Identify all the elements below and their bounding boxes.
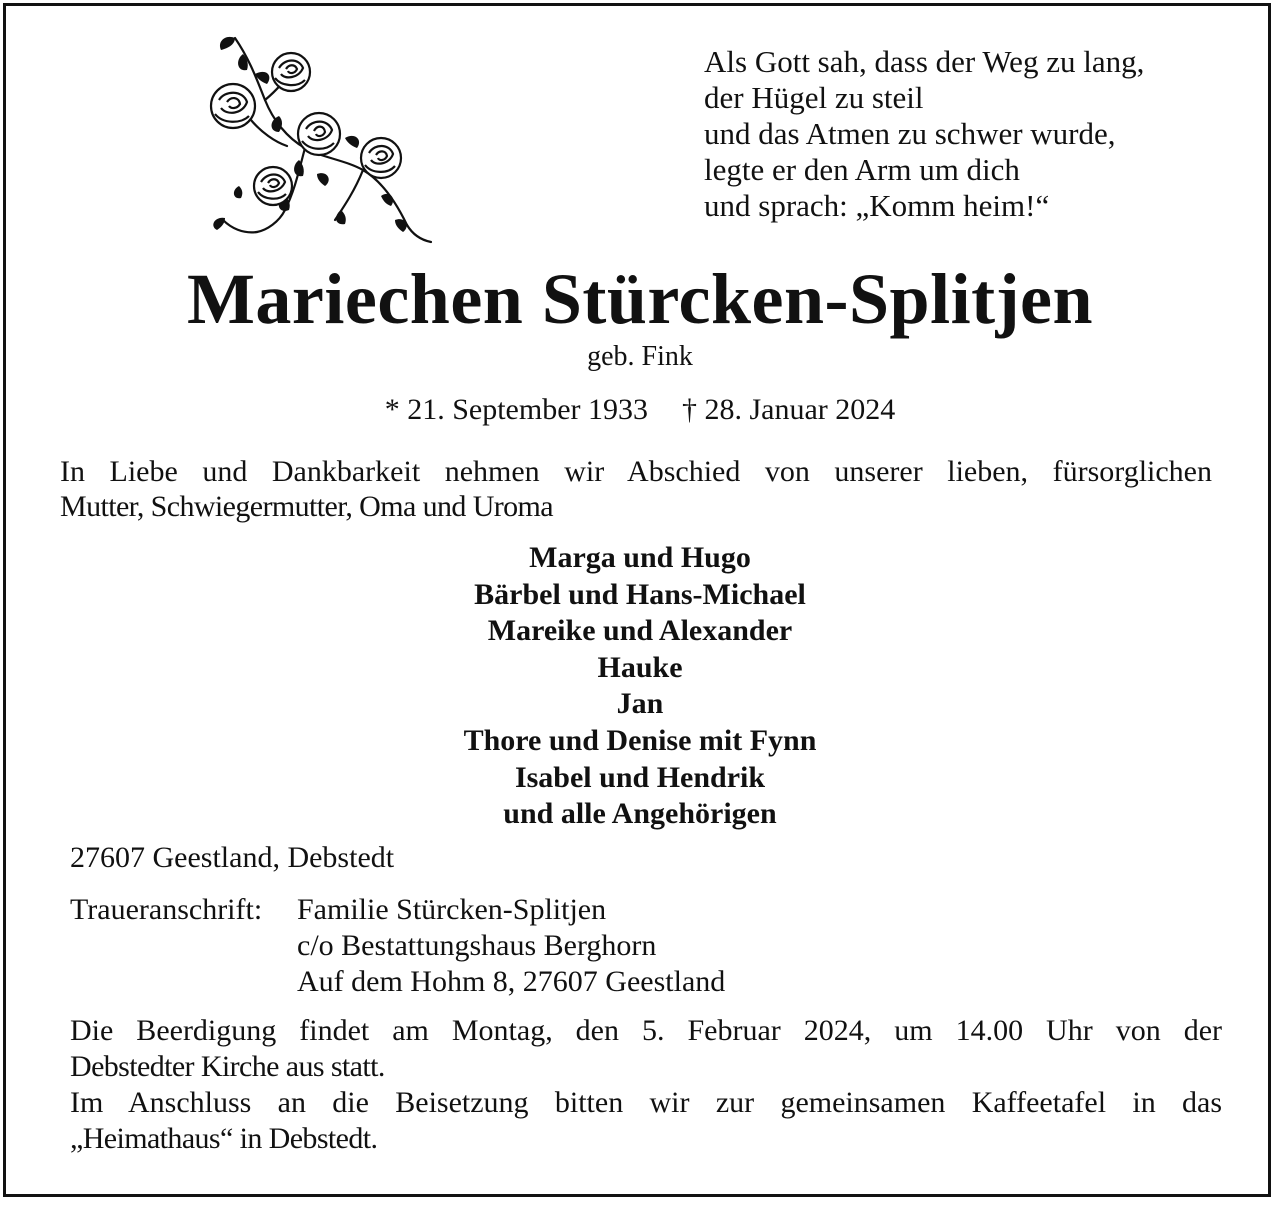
mourner-entry: Hauke: [597, 650, 683, 684]
poem-line: und sprach: „Komm heim!“: [704, 188, 1050, 223]
address-line: Familie Stürcken-Splitjen: [297, 893, 607, 926]
address-label: Traueranschrift:: [70, 893, 263, 926]
roses-icon: [195, 20, 445, 245]
funeral-line: Die Beerdigung findet am Montag, den 5. Februar 2024, um 14.00 Uhr von der: [70, 1014, 1222, 1047]
funeral-line: Debstedter Kirche aus statt.: [70, 1050, 385, 1083]
mourner-entry: Mareike und Alexander: [487, 614, 793, 648]
poem-line: der Hügel zu steil: [704, 80, 924, 115]
mourner-entry: Jan: [616, 687, 664, 721]
place: 27607 Geestland, Debstedt: [70, 841, 395, 874]
funeral-line: Im Anschluss an die Beisetzung bitten wir zur gemeinsamen Kaffeetafel in das: [70, 1086, 1222, 1119]
life-dates: [0, 392, 1280, 428]
death-date: † 28. Januar 2024: [682, 393, 896, 426]
poem-line: legte er den Arm um dich: [704, 152, 1020, 187]
poem: [704, 44, 1144, 224]
intro-line: In Liebe und Dankbarkeit nehmen wir Abschied von unserer lieben, fürsorglichen: [60, 455, 1212, 488]
poem-line: und das Atmen zu schwer wurde,: [704, 116, 1116, 151]
address-line: Auf dem Hohm 8, 27607 Geestland: [297, 965, 726, 998]
mourner-entry: Thore und Denise mit Fynn: [463, 723, 817, 757]
birth-name: geb. Fink: [587, 341, 693, 372]
poem-line: Als Gott sah, dass der Weg zu lang,: [704, 44, 1145, 79]
intro-text: [60, 454, 1212, 524]
address-lines: [297, 892, 725, 1000]
mourner-entry: und alle Angehörigen: [503, 797, 777, 831]
mourner-entry: Marga und Hugo: [529, 541, 751, 574]
mourner-entry: Isabel und Hendrik: [514, 760, 766, 794]
address-line: c/o Bestattungshaus Berghorn: [297, 929, 657, 962]
birth-date: * 21. September 1933: [384, 393, 648, 426]
funeral-info: [70, 1013, 1222, 1157]
mourner-entry: Bärbel und Hans-Michael: [474, 577, 806, 611]
intro-line: Mutter, Schwiegermutter, Oma und Uroma: [60, 490, 554, 523]
mourners-list: [0, 540, 1280, 833]
funeral-line: „Heimathaus“ in Debstedt.: [70, 1122, 378, 1155]
deceased-name: Mariechen Stürcken-Splitjen: [186, 259, 1094, 339]
